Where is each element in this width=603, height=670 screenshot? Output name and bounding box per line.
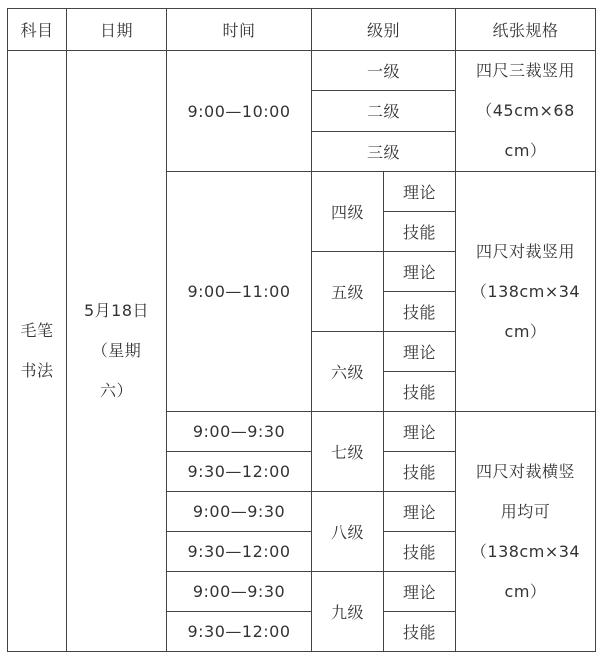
date-cell bbox=[67, 51, 167, 652]
type-cell: 理论 bbox=[384, 332, 456, 372]
paper-line: 四尺对裁竖用 bbox=[475, 241, 575, 261]
paper-line: cm） bbox=[504, 141, 547, 160]
type-cell: 理论 bbox=[384, 412, 456, 452]
type-cell: 技能 bbox=[384, 372, 456, 412]
type-cell: 技能 bbox=[384, 532, 456, 572]
paper-line: 四尺对裁横竖 bbox=[475, 461, 575, 481]
paper-cell bbox=[456, 51, 596, 172]
paper-line: （138cm×34 bbox=[470, 281, 581, 301]
subject-line: 书法 bbox=[20, 361, 54, 380]
date-line: 5月18日 bbox=[83, 301, 150, 320]
type-cell: 技能 bbox=[384, 452, 456, 492]
paper-line: （45cm×68 bbox=[476, 101, 575, 120]
level-cell: 五级 bbox=[312, 252, 384, 332]
time-cell: 9:30—12:00 bbox=[167, 532, 312, 572]
header-row bbox=[8, 9, 596, 51]
subject-cell bbox=[8, 51, 67, 652]
paper-line: cm） bbox=[504, 321, 547, 341]
type-cell: 理论 bbox=[384, 492, 456, 532]
time-cell: 9:30—12:00 bbox=[167, 452, 312, 492]
time-cell: 9:00—11:00 bbox=[167, 172, 312, 412]
level-cell: 三级 bbox=[312, 131, 456, 171]
header-date: 日期 bbox=[67, 9, 167, 51]
table-row bbox=[8, 51, 596, 91]
type-cell: 理论 bbox=[384, 572, 456, 612]
time-cell: 9:00—9:30 bbox=[167, 412, 312, 452]
paper-line: cm） bbox=[504, 581, 547, 601]
paper-cell bbox=[456, 172, 596, 412]
level-cell: 二级 bbox=[312, 91, 456, 131]
type-cell: 技能 bbox=[384, 212, 456, 252]
header-level: 级别 bbox=[312, 9, 456, 51]
level-cell: 八级 bbox=[312, 492, 384, 572]
subject-line: 毛笔 bbox=[20, 321, 54, 340]
paper-line: 四尺三裁竖用 bbox=[475, 61, 575, 80]
level-cell: 一级 bbox=[312, 51, 456, 91]
paper-line: 用均可 bbox=[500, 501, 551, 521]
header-subject: 科目 bbox=[8, 9, 67, 51]
date-line: （星期 bbox=[91, 341, 142, 360]
type-cell: 理论 bbox=[384, 172, 456, 212]
level-cell: 七级 bbox=[312, 412, 384, 492]
time-cell: 9:00—10:00 bbox=[167, 51, 312, 172]
level-cell: 九级 bbox=[312, 572, 384, 652]
time-cell: 9:00—9:30 bbox=[167, 492, 312, 532]
type-cell: 技能 bbox=[384, 612, 456, 652]
type-cell: 技能 bbox=[384, 292, 456, 332]
level-cell: 四级 bbox=[312, 172, 384, 252]
date-line: 六） bbox=[99, 381, 133, 400]
level-cell: 六级 bbox=[312, 332, 384, 412]
type-cell: 理论 bbox=[384, 252, 456, 292]
header-time: 时间 bbox=[167, 9, 312, 51]
paper-cell bbox=[456, 412, 596, 652]
time-cell: 9:00—9:30 bbox=[167, 572, 312, 612]
header-paper: 纸张规格 bbox=[456, 9, 596, 51]
paper-line: （138cm×34 bbox=[470, 541, 581, 561]
time-cell: 9:30—12:00 bbox=[167, 612, 312, 652]
exam-schedule bbox=[7, 8, 596, 652]
exam-schedule-table bbox=[7, 8, 596, 652]
